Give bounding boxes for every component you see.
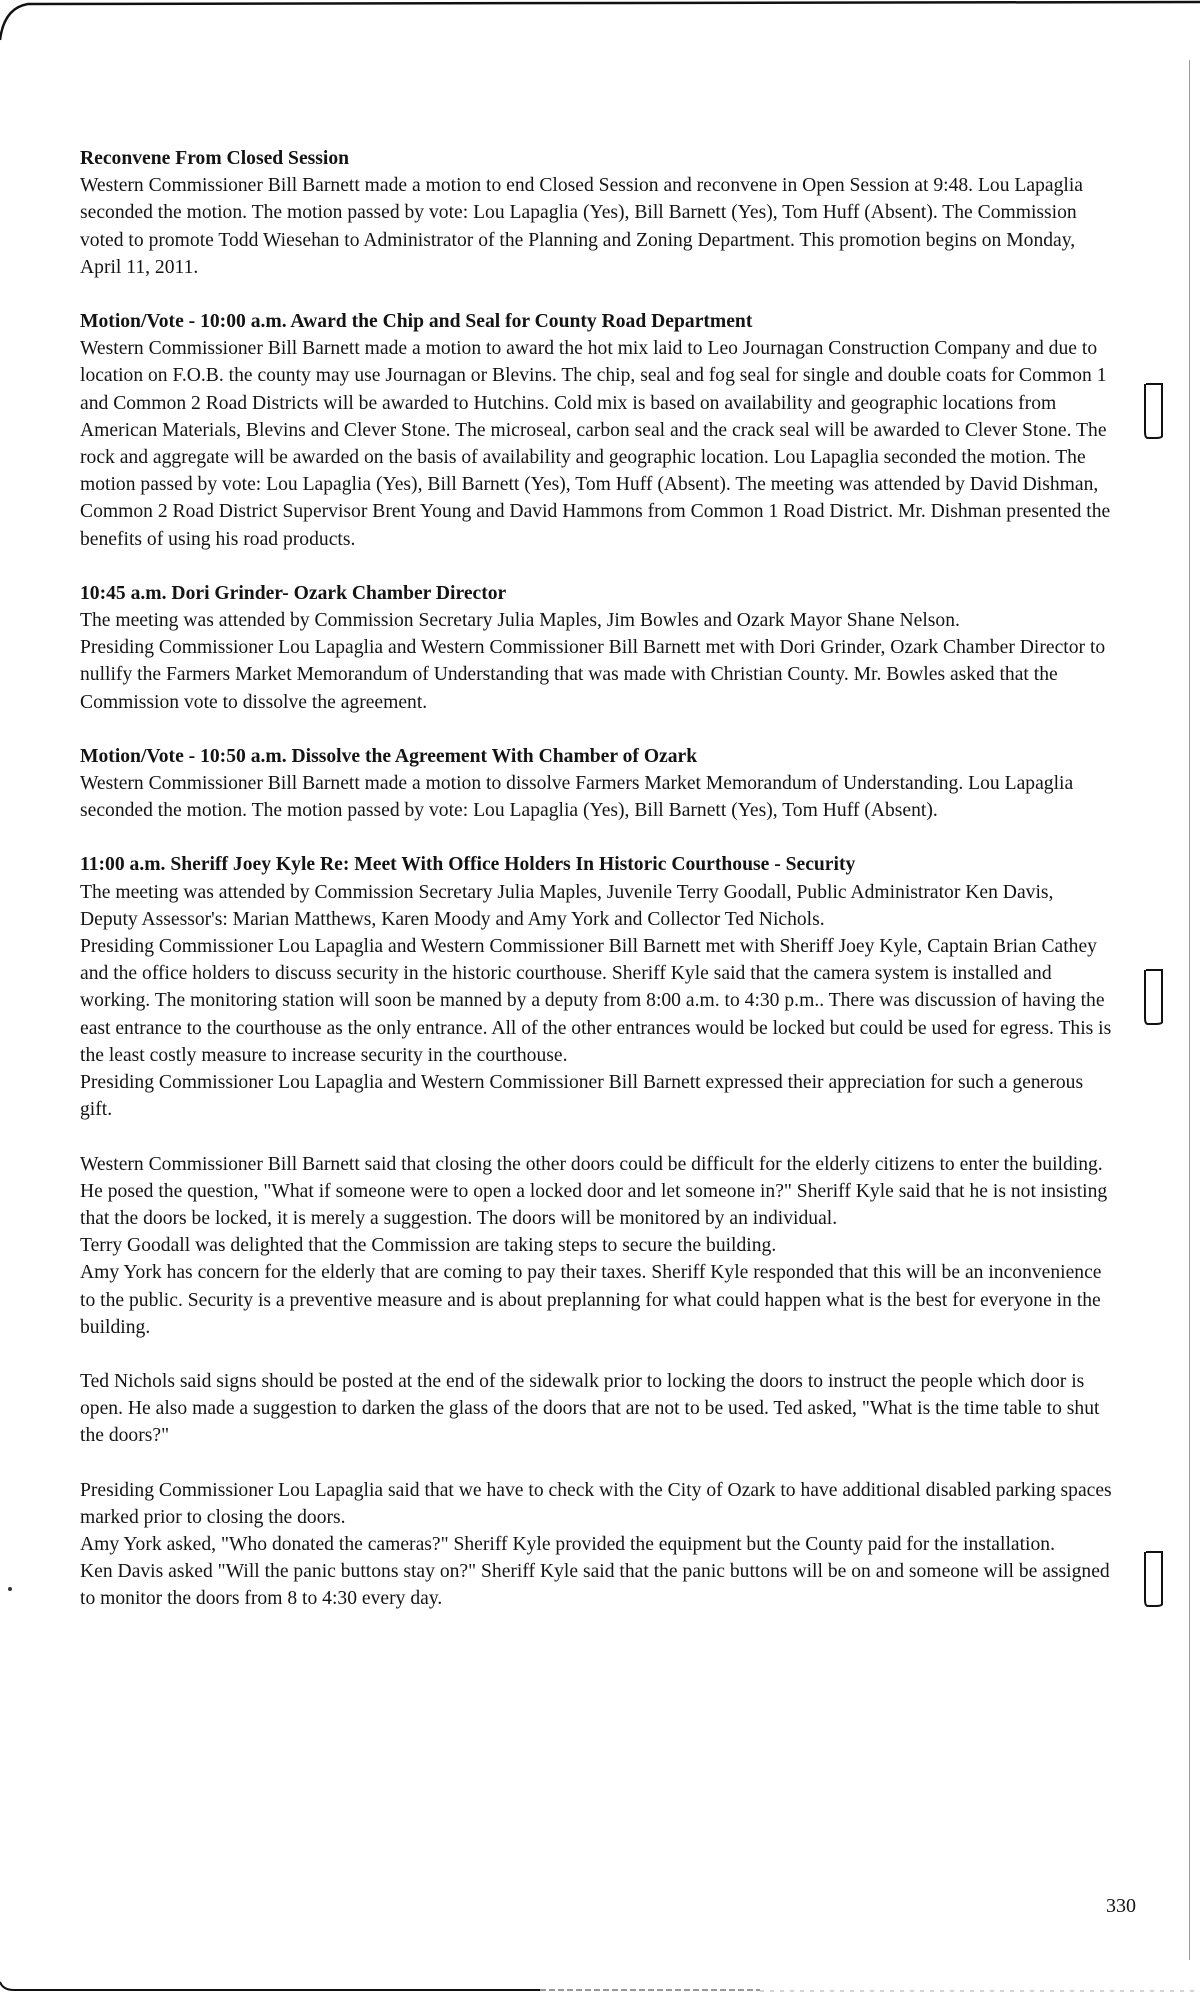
section-heading: 10:45 a.m. Dori Grinder- Ozark Chamber Director (80, 582, 507, 604)
section-chip-and-seal (80, 308, 1115, 553)
section-paragraph: Presiding Commissioner Lou Lapaglia and Western Commissioner Bill Barnett met with Dori Grinder, Ozark Chamber Director to nullify the Farmers Market Memorandum of Understanding that was made with Christian County. Mr. Bowles asked that the Commission vote to dissolve the agreement. (80, 637, 1106, 713)
scan-bottom-edge (0, 1960, 1200, 1993)
section-paragraph: Presiding Commissioner Lou Lapaglia and Western Commissioner Bill Barnett expressed their appreciation for such a generous gift. (80, 1072, 1084, 1121)
section-paragraph: Ted Nichols said signs should be posted at the end of the sidewalk prior to locking the doors to instruct the people which door is open. He also made a suggestion to darken the glass of the doors that are not to be used. Ted asked, "What is the time table to shut the doors?" (80, 1370, 1100, 1447)
section-paragraph: Western Commissioner Bill Barnett made a motion to end Closed Session and reconvene in Open Session at 9:48. Lou Lapaglia seconded the motion. The motion passed by vote: Lou Lapaglia (Yes), Bill Barnett (Yes), Tom Huff (Absent). The Commission voted to promote Todd Wiesehan to Administrator of the Planning and Zoning Department. This promotion begins on Monday, April 11, 2011. (80, 175, 1083, 278)
section-paragraph: Amy York has concern for the elderly that are coming to pay their taxes. Sheriff Kyle responded that this will be an inconvenience to the public. Security is a preventive measure and is about preplanning for what could happen what is the best for everyone in the building. (80, 1262, 1102, 1338)
margin-bracket-mark (1143, 382, 1165, 440)
margin-bracket-mark (1143, 968, 1165, 1026)
section-paragraph: Terry Goodall was delighted that the Commission are taking steps to secure the building. (80, 1235, 777, 1257)
section-heading: Motion/Vote - 10:00 a.m. Award the Chip and Seal for County Road Department (80, 311, 753, 333)
paragraph-gap (80, 1450, 1115, 1477)
section-paragraph: Western Commissioner Bill Barnett made a motion to dissolve Farmers Market Memorandum of Understanding. Lou Lapaglia seconded the motion. The motion passed by vote: Lou Lapaglia (Yes), Bill Barnett (Yes), Tom Huff (Absent). (80, 773, 1074, 822)
section-paragraph: Presiding Commissioner Lou Lapaglia and Western Commissioner Bill Barnett met with Sheriff Joey Kyle, Captain Brian Cathey and the office holders to discuss security in the historic courthouse. Sheriff Kyle said that the camera system is installed and working. The monitoring station will soon be manned by a deputy from 8:00 a.m. to 4:30 p.m.. There was discussion of having the east entrance to the courthouse as the only entrance. All of the other entrances would be locked but could be used for egress. This is the least costly measure to increase security in the courthouse. (80, 936, 1112, 1066)
section-paragraph: Western Commissioner Bill Barnett made a motion to award the hot mix laid to Leo Journagan Construction Company and due to location on F.O.B. the county may use Journagan or Blevins. The chip, seal and fog seal for single and double coats for Common 1 and Common 2 Road Districts will be awarded to Hutchins. Cold mix is based on availability and geographic locations from American Materials, Blevins and Clever Stone. The microseal, carbon seal and the crack seal will be awarded to Clever Stone. The rock and aggregate will be awarded on the basis of availability and geographic location. Lou Lapaglia seconded the motion. The motion passed by vote: Lou Lapaglia (Yes), Bill Barnett (Yes), Tom Huff (Absent). The meeting was attended by David Dishman, Common 2 Road District Supervisor Brent Young and David Hammons from Common 1 Road District. Mr. Dishman presented the benefits of using his road products. (80, 338, 1111, 550)
section-paragraph: Western Commissioner Bill Barnett said that closing the other doors could be difficult for the elderly citizens to enter the building. He posed the question, "What if someone were to open a locked door and let someone in?" Sheriff Kyle said that he is not insisting that the doors be locked, it is merely a suggestion. The doors will be monitored by an individual. (80, 1153, 1108, 1229)
section-chamber-director (80, 580, 1115, 716)
minutes-body (80, 145, 1115, 1640)
section-paragraph: The meeting was attended by Commission Secretary Julia Maples, Juvenile Terry Goodall, Public Administrator Ken Davis, Deputy Assessor's: Marian Matthews, Karen Moody and Amy York and Collector Ted Nichols. (80, 881, 1054, 930)
scan-right-edge (1189, 60, 1190, 1960)
section-paragraph: Amy York asked, "Who donated the cameras?" Sheriff Kyle provided the equipment but the County paid for the installation. (80, 1533, 1055, 1555)
page-number: 330 (1106, 1895, 1136, 1917)
section-paragraph: The meeting was attended by Commission Secretary Julia Maples, Jim Bowles and Ozark Mayor Shane Nelson. (80, 610, 960, 632)
section-paragraph: Ken Davis asked "Will the panic buttons stay on?" Sheriff Kyle said that the panic buttons will be on and someone will be assigned to monitor the doors from 8 to 4:30 every day. (80, 1561, 1110, 1610)
section-heading: Reconvene From Closed Session (80, 148, 350, 169)
margin-bracket-mark (1143, 1550, 1165, 1608)
paragraph-gap (80, 1124, 1115, 1151)
paragraph-gap (80, 1341, 1115, 1368)
section-dissolve-agreement (80, 743, 1115, 825)
section-heading: Motion/Vote - 10:50 a.m. Dissolve the Agreement With Chamber of Ozark (80, 745, 698, 767)
scan-speck (8, 1587, 12, 1591)
section-paragraph: Presiding Commissioner Lou Lapaglia said that we have to check with the City of Ozark to have additional disabled parking spaces marked prior to closing the doors. (80, 1479, 1112, 1528)
scan-top-edge (0, 0, 1200, 60)
section-reconvene (80, 145, 1115, 281)
section-heading: 11:00 a.m. Sheriff Joey Kyle Re: Meet With Office Holders In Historic Courthouse - Security (80, 854, 856, 876)
section-courthouse-security (80, 851, 1115, 1612)
